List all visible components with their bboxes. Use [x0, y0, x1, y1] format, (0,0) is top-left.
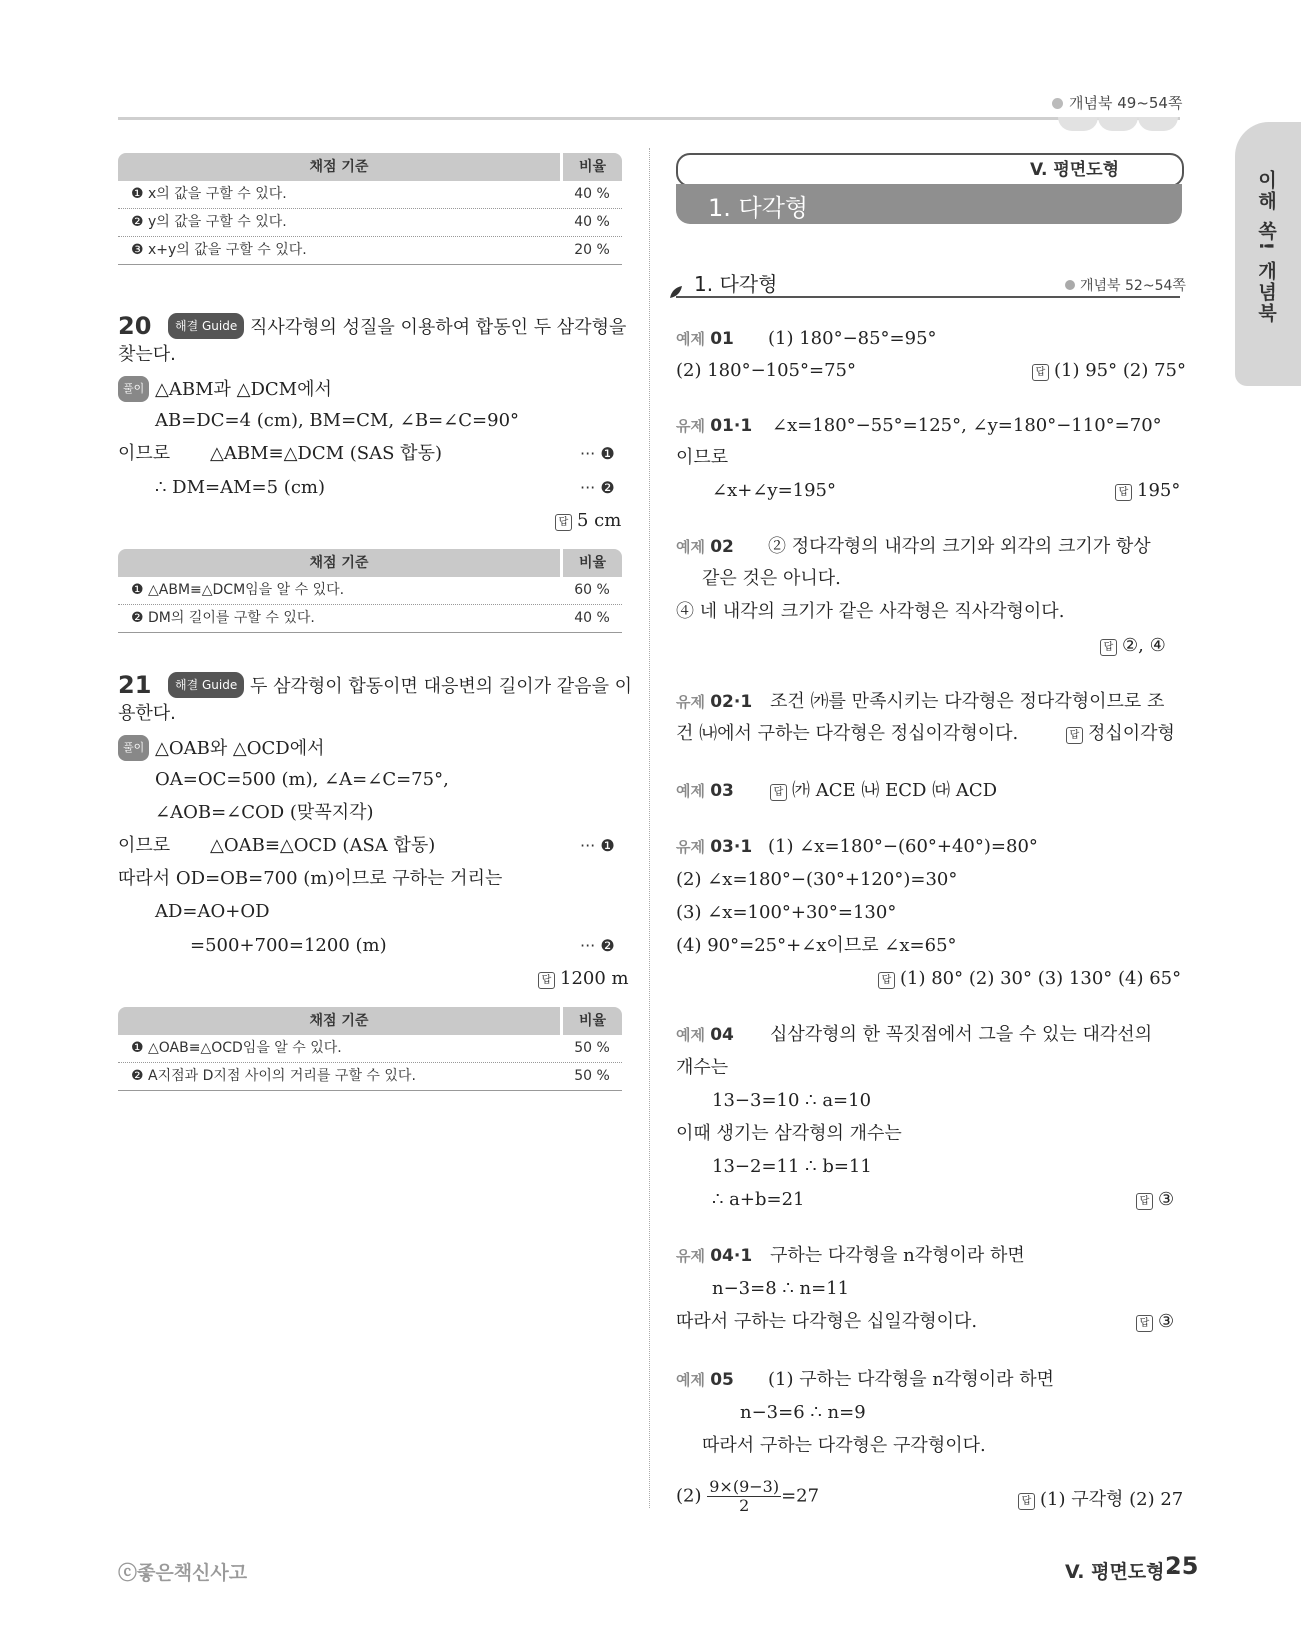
solution-line: OA=OC=500 (m), ∠A=∠C=75°,	[155, 769, 449, 790]
step-marker: ··· ❷	[580, 936, 615, 955]
page-number: 25	[1165, 1552, 1199, 1580]
solution-line: 같은 것은 아니다.	[702, 568, 841, 589]
answer: 답 ㈎ ACE ㈏ ECD ㈐ ACD	[770, 779, 997, 803]
guide-line: 해결 Guide 직사각형의 성질을 이용하여 합동인 두 삼각형을	[168, 313, 626, 340]
table-cell: 40 %	[561, 209, 622, 236]
solution-line: n−3=8 ∴ n=11	[712, 1278, 850, 1299]
answer-icon: 답	[770, 784, 787, 801]
solution-line: ∴ DM=AM=5 (cm)	[155, 477, 325, 498]
guide-line: 찾는다.	[118, 344, 176, 365]
solution-line: 풀이 △ABM과 △DCM에서	[118, 376, 332, 402]
step-marker: ··· ❷	[580, 478, 615, 497]
table-header: 비율	[563, 153, 622, 181]
solution-line: AD=AO+OD	[155, 901, 270, 922]
table-cell: 50 %	[561, 1035, 622, 1062]
solution-line: 십삼각형의 한 꼭짓점에서 그을 수 있는 대각선의	[770, 1024, 1153, 1045]
answer: 답 ③	[1136, 1188, 1174, 1212]
solution-line: 따라서 OD=OB=700 (m)이므로 구하는 거리는	[118, 868, 503, 889]
grading-table-2	[118, 549, 622, 633]
header-page-ref: 개념북 49~54쪽	[1052, 92, 1182, 113]
solution-line: 이므로	[118, 443, 171, 464]
solution-badge: 풀이	[118, 735, 149, 761]
solution-line: 따라서 구하는 다각형은 십일각형이다.	[676, 1311, 978, 1332]
unit-title: 1. 다각형	[708, 194, 809, 222]
example-05: 예제 05	[676, 1370, 734, 1390]
answer-icon: 답	[1066, 727, 1083, 744]
answer: 답 5 cm	[555, 509, 621, 533]
guide-line: 용한다.	[118, 703, 176, 724]
solution-line: =500+700=1200 (m)	[190, 935, 387, 956]
answer-icon: 답	[538, 972, 555, 989]
leaf-icon	[668, 284, 690, 300]
problem-number: 20	[118, 312, 152, 340]
solution-line: (4) 90°=25°+∠x이므로 ∠x=65°	[676, 935, 957, 956]
exercise-03-1: 유제 03·1	[676, 837, 753, 857]
solution-line: (2) ∠x=180°−(30°+120°)=30°	[676, 869, 958, 890]
step-marker: ··· ❶	[580, 444, 615, 463]
exercise-01-1: 유제 01·1	[676, 416, 753, 436]
table-cell: 20 %	[561, 237, 622, 264]
table-header: 채점 기준	[118, 153, 560, 181]
solution-line: 건 ㈏에서 구하는 다각형은 정십이각형이다.	[676, 723, 1019, 744]
answer: 답 (1) 80° (2) 30° (3) 130° (4) 65°	[878, 967, 1181, 991]
solution-line: (1) ∠x=180°−(60°+40°)=80°	[768, 836, 1038, 857]
solution-line: 이때 생기는 삼각형의 개수는	[676, 1123, 902, 1144]
solution-line: ④ 네 내각의 크기가 같은 사각형은 직사각형이다.	[676, 601, 1065, 622]
solution-line: ② 정다각형의 내각의 크기와 외각의 크기가 항상	[768, 536, 1151, 557]
example-04: 예제 04	[676, 1025, 734, 1045]
solution-line: 따라서 구하는 다각형은 구각형이다.	[702, 1435, 986, 1456]
example-01: 예제 01	[676, 329, 734, 349]
solution-line: n−3=6 ∴ n=9	[740, 1402, 866, 1423]
answer-icon: 답	[878, 972, 895, 989]
table-cell: 40 %	[561, 181, 622, 208]
solution-line: (1) 구하는 다각형을 n각형이라 하면	[768, 1369, 1055, 1390]
solution-line: 13−3=10 ∴ a=10	[712, 1090, 872, 1111]
solution-line: ∠x+∠y=195°	[712, 480, 837, 501]
solution-line: 구하는 다각형을 n각형이라 하면	[770, 1245, 1025, 1266]
example-03: 예제 03	[676, 781, 734, 801]
solution-line: 개수는	[676, 1057, 729, 1078]
section-page-ref: 개념북 52~54쪽	[1065, 275, 1186, 295]
grading-table-3	[118, 1007, 622, 1091]
solution-line: 풀이 △OAB와 △OCD에서	[118, 735, 325, 761]
table-cell: ❶ △ABM≡△DCM임을 알 수 있다.	[131, 582, 345, 598]
solution-line: (3) ∠x=100°+30°=130°	[676, 902, 897, 923]
answer-icon: 답	[1136, 1315, 1153, 1332]
step-marker: ··· ❶	[580, 836, 615, 855]
bullet-icon	[1052, 98, 1063, 109]
table-cell: ❶ △OAB≡△OCD임을 알 수 있다.	[131, 1040, 342, 1056]
section-rule	[676, 296, 1180, 298]
table-cell: 50 %	[561, 1063, 622, 1090]
solution-line: (2) 180°−105°=75°	[676, 360, 856, 381]
answer: 답 1200 m	[538, 967, 629, 991]
bullet-icon	[1065, 280, 1075, 290]
table-header: 비율	[563, 549, 622, 577]
solution-line: 조건 ㈎를 만족시키는 다각형은 정다각형이므로 조	[770, 691, 1165, 712]
header-rule	[118, 117, 1180, 120]
answer-icon: 답	[555, 514, 572, 531]
solution-badge: 풀이	[118, 376, 149, 402]
exercise-04-1: 유제 04·1	[676, 1246, 753, 1266]
solution-line: AB=DC=4 (cm), BM=CM, ∠B=∠C=90°	[155, 410, 520, 431]
grading-table-1	[118, 153, 622, 265]
answer-icon: 답	[1100, 639, 1117, 656]
chapter-title: V. 평면도형	[1030, 160, 1120, 180]
answer-icon: 답	[1032, 364, 1049, 381]
solution-line: ∴ a+b=21	[712, 1189, 805, 1210]
answer-icon: 답	[1115, 484, 1132, 501]
solution-line: ∠x=180°−55°=125°, ∠y=180°−110°=70°	[772, 415, 1162, 436]
side-tab-label: 이해 쏙! 개념북	[1255, 170, 1277, 324]
table-cell: ❷ y의 값을 구할 수 있다.	[131, 214, 287, 230]
table-cell: 40 %	[561, 605, 622, 632]
fraction: $\frac{9\times(9-3)}{2}$	[709, 1477, 780, 1515]
table-cell: ❷ A지점과 D지점 사이의 거리를 구할 수 있다.	[131, 1068, 416, 1084]
answer: 답 (1) 95° (2) 75°	[1032, 359, 1186, 383]
answer: 답 ②, ④	[1100, 634, 1166, 658]
solution-line: 이므로	[118, 835, 171, 856]
answer: 답 (1) 구각형 (2) 27	[1018, 1488, 1183, 1512]
table-cell: ❶ x의 값을 구할 수 있다.	[131, 186, 287, 202]
solution-line: △ABM≡△DCM (SAS 합동)	[210, 443, 442, 464]
guide-badge: 해결 Guide	[168, 313, 244, 339]
footer-chapter: V. 평면도형 ·	[1065, 1561, 1179, 1583]
example-02: 예제 02	[676, 537, 734, 557]
header-scallop	[1058, 117, 1098, 131]
table-header: 비율	[563, 1007, 622, 1035]
problem-number: 21	[118, 671, 152, 699]
section-title: 1. 다각형	[694, 272, 778, 296]
answer-icon: 답	[1018, 1493, 1035, 1510]
solution-line: (1) 180°−85°=95°	[768, 328, 937, 349]
header-scallop	[1138, 117, 1178, 131]
table-header: 채점 기준	[118, 549, 560, 577]
column-divider	[649, 148, 650, 1508]
solution-line: △OAB≡△OCD (ASA 합동)	[210, 835, 436, 856]
solution-line: ∠AOB=∠COD (맞꼭지각)	[155, 802, 374, 823]
answer: 답 ③	[1136, 1310, 1174, 1334]
table-cell: ❷ DM의 길이를 구할 수 있다.	[131, 610, 315, 626]
table-header: 채점 기준	[118, 1007, 560, 1035]
answer-icon: 답	[1136, 1193, 1153, 1210]
answer: 답 195°	[1115, 479, 1180, 503]
header-scallop	[1098, 117, 1138, 131]
table-cell: 60 %	[561, 577, 622, 604]
solution-line: 이므로	[676, 447, 729, 468]
guide-line: 해결 Guide 두 삼각형이 합동이면 대응변의 길이가 같음을 이	[168, 672, 632, 699]
publisher-logo: ⓒ좋은책신사고	[118, 1562, 248, 1584]
answer: 답 정십이각형	[1066, 722, 1175, 746]
solution-line: (2) $\frac{9\times(9-3)}{2}$ =27	[676, 1477, 820, 1515]
table-cell: ❸ x+y의 값을 구할 수 있다.	[131, 242, 307, 258]
guide-badge: 해결 Guide	[168, 672, 244, 698]
exercise-02-1: 유제 02·1	[676, 692, 753, 712]
solution-line: 13−2=11 ∴ b=11	[712, 1156, 872, 1177]
